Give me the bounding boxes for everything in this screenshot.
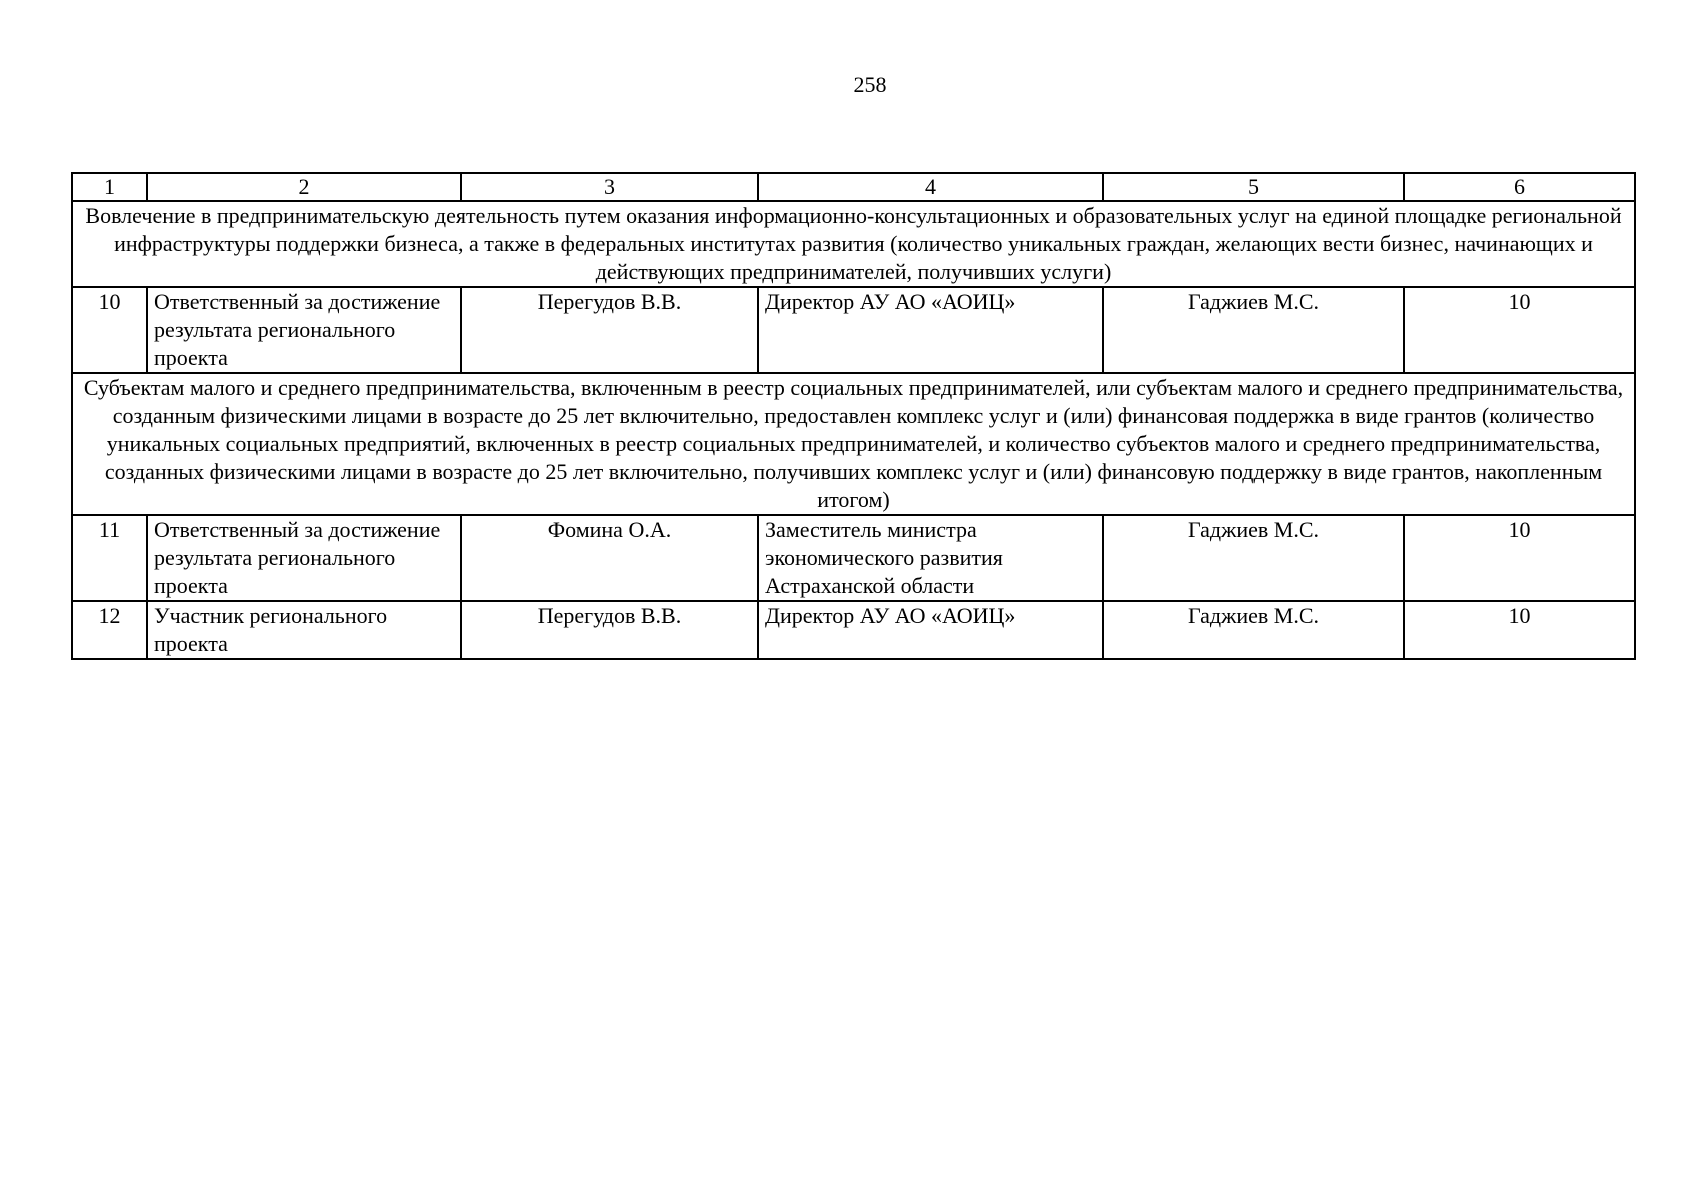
value-cell: 10 xyxy=(1404,601,1635,659)
section-row xyxy=(72,201,1635,287)
responsibility-table xyxy=(71,172,1636,660)
column-number-6: 6 xyxy=(1404,173,1635,201)
column-number-5: 5 xyxy=(1103,173,1404,201)
supervisor-cell: Гаджиев М.С. xyxy=(1103,287,1404,373)
role-cell: Ответственный за достижение результата регионального проекта xyxy=(147,287,461,373)
table-row xyxy=(72,515,1635,601)
section-title: Субъектам малого и среднего предпринимательства, включенным в реестр социальных предпринимателей, или субъектам малого и среднего предпринимательства, созданным физическими лицами в возрасте до 25 лет включительно, предоставлен комплекс услуг и (или) финансовая поддержка в виде грантов (количество уникальных социальных предприятий, включенных в реестр социальных предпринимателей, и количество субъектов малого и среднего предпринимательства, созданных физическими лицами в возрасте до 25 лет включительно, получивших комплекс услуг и (или) финансовую поддержку в виде грантов, накопленным итогом) xyxy=(72,373,1635,515)
column-number-2: 2 xyxy=(147,173,461,201)
role-cell: Ответственный за достижение результата регионального проекта xyxy=(147,515,461,601)
section-title: Вовлечение в предпринимательскую деятельность путем оказания информационно-консультационных и образовательных услуг на единой площадке региональной инфраструктуры поддержки бизнеса, а также в федеральных институтах развития (количество уникальных граждан, желающих вести бизнес, начинающих и действующих предпринимателей, получивших услуги) xyxy=(72,201,1635,287)
role-cell: Участник регионального проекта xyxy=(147,601,461,659)
table-header-row xyxy=(72,173,1635,201)
person-cell: Перегудов В.В. xyxy=(461,601,758,659)
column-number-4: 4 xyxy=(758,173,1103,201)
section-row xyxy=(72,373,1635,515)
position-cell: Директор АУ АО «АОИЦ» xyxy=(758,287,1103,373)
table-row xyxy=(72,601,1635,659)
value-cell: 10 xyxy=(1404,287,1635,373)
column-number-3: 3 xyxy=(461,173,758,201)
position-cell: Директор АУ АО «АОИЦ» xyxy=(758,601,1103,659)
table-row xyxy=(72,287,1635,373)
row-number: 11 xyxy=(72,515,147,601)
row-number: 10 xyxy=(72,287,147,373)
person-cell: Фомина О.А. xyxy=(461,515,758,601)
supervisor-cell: Гаджиев М.С. xyxy=(1103,515,1404,601)
supervisor-cell: Гаджиев М.С. xyxy=(1103,601,1404,659)
person-cell: Перегудов В.В. xyxy=(461,287,758,373)
column-number-1: 1 xyxy=(72,173,147,201)
page-number: 258 xyxy=(853,72,887,97)
position-cell: Заместитель министра экономического развития Астраханской области xyxy=(758,515,1103,601)
row-number: 12 xyxy=(72,601,147,659)
value-cell: 10 xyxy=(1404,515,1635,601)
